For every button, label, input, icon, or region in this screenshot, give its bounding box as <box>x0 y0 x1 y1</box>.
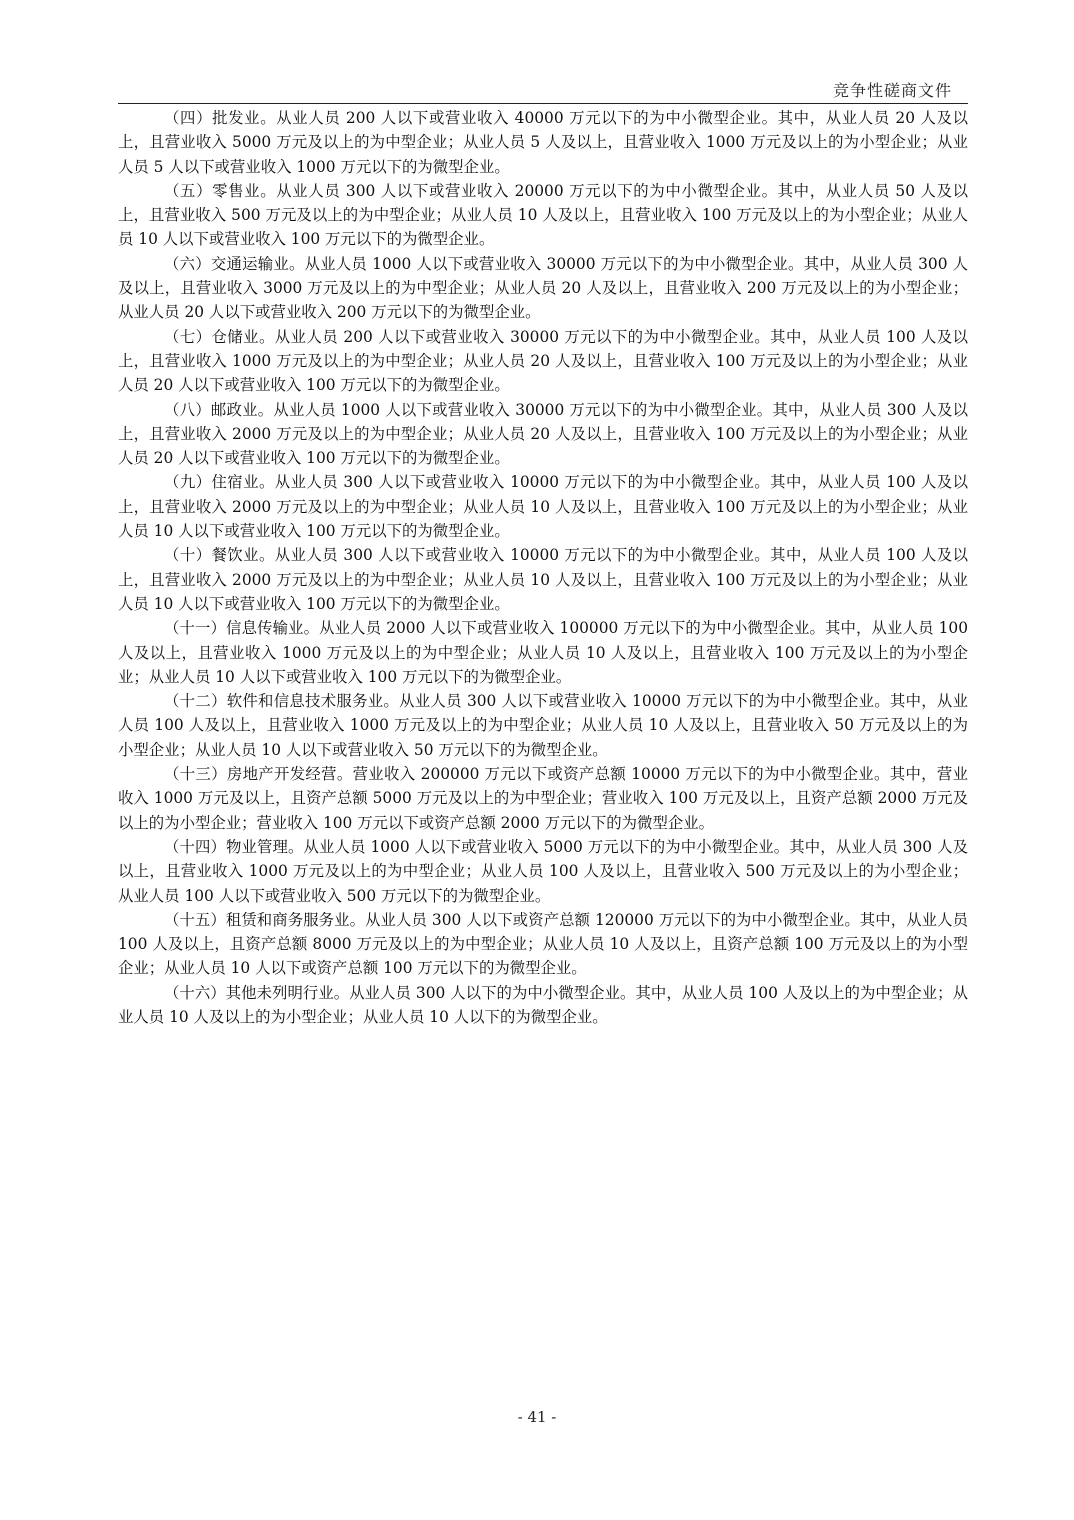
paragraph-software-it-services: （十二）软件和信息技术服务业。从业人员 300 人以下或营业收入 10000 万元以下的为中小微型企业。其中，从业人员 100 人及以上，且营业收入 1000 万元及以上的为中型企业；从业人员 10 人及以上，且营业收入 50 万元及以上的为小型企业；从业人员 10 人以下或营业收入 50 万元以下的为微型企业。 <box>118 692 968 759</box>
paragraph-property-management: （十四）物业管理。从业人员 1000 人以下或营业收入 5000 万元以下的为中小微型企业。其中，从业人员 300 人及以上，且营业收入 1000 万元及以上的为中型企业；从业人员 100 人及以上，且营业收入 500 万元及以上的为小型企业；从业人员 100 人以下或营业收入 500 万元以下的为微型企业。 <box>118 837 968 905</box>
paragraph-warehousing: （七）仓储业。从业人员 200 人以下或营业收入 30000 万元以下的为中小微型企业。其中，从业人员 100 人及以上，且营业收入 1000 万元及以上的为中型企业；从业人员 20 人及以上，且营业收入 100 万元及以上的为小型企业；从业人员 20 人以下或营业收入 100 万元以下的为微型企业。 <box>118 327 968 395</box>
paragraph-wholesale: （四）批发业。从业人员 200 人以下或营业收入 40000 万元以下的为中小微型企业。其中，从业人员 20 人及以上，且营业收入 5000 万元及以上的为中型企业；从业人员 5 人及以上，且营业收入 1000 万元及以上的为小型企业；从业人员 5 人以下或营业收入 1000 万元以下的为微型企业。 <box>118 109 968 176</box>
paragraph-accommodation: （九）住宿业。从业人员 300 人以下或营业收入 10000 万元以下的为中小微型企业。其中，从业人员 100 人及以上，且营业收入 2000 万元及以上的为中型企业；从业人员 10 人及以上，且营业收入 100 万元及以上的为小型企业；从业人员 10 人以下或营业收入 100 万元以下的为微型企业。 <box>118 473 968 541</box>
paragraph-leasing-business-services: （十五）租赁和商务服务业。从业人员 300 人以下或资产总额 120000 万元以下的为中小微型企业。其中，从业人员 100 人及以上，且资产总额 8000 万元及以上的为中型企业；从业人员 10 人及以上，且资产总额 100 万元及以上的为小型企业；从业人员 10 人以下或资产总额 100 万元以下的为微型企业。 <box>118 910 968 978</box>
paragraph-postal: （八）邮政业。从业人员 1000 人以下或营业收入 30000 万元以下的为中小微型企业。其中，从业人员 300 人及以上，且营业收入 2000 万元及以上的为中型企业；从业人员 20 人及以上，且营业收入 100 万元及以上的为小型企业；从业人员 20 人以下或营业收入 100 万元以下的为微型企业。 <box>118 400 968 468</box>
paragraph-retail: （五）零售业。从业人员 300 人以下或营业收入 20000 万元以下的为中小微型企业。其中，从业人员 50 人及以上，且营业收入 500 万元及以上的为中型企业；从业人员 10 人及以上，且营业收入 100 万元及以上的为小型企业；从业人员 10 人以下或营业收入 100 万元以下的为微型企业。 <box>118 181 968 249</box>
paragraph-other-industries: （十六）其他未列明行业。从业人员 300 人以下的为中小微型企业。其中，从业人员 100 人及以上的为中型企业；从业人员 10 人及以上的为小型企业；从业人员 10 人以下的为微型企业。 <box>118 983 968 1026</box>
paragraph-transportation: （六）交通运输业。从业人员 1000 人以下或营业收入 30000 万元以下的为中小微型企业。其中，从业人员 300 人及以上，且营业收入 3000 万元及以上的为中型企业；从业人员 20 人及以上，且营业收入 200 万元及以上的为小型企业；从业人员 20 人以下或营业收入 200 万元以下的为微型企业。 <box>118 254 968 322</box>
document-body <box>118 106 968 1029</box>
paragraph-catering: （十）餐饮业。从业人员 300 人以下或营业收入 10000 万元以下的为中小微型企业。其中，从业人员 100 人及以上，且营业收入 2000 万元及以上的为中型企业；从业人员 10 人及以上，且营业收入 100 万元及以上的为小型企业；从业人员 10 人以下或营业收入 100 万元以下的为微型企业。 <box>118 546 968 613</box>
document-header-title: 竞争性磋商文件 <box>832 81 952 100</box>
header-divider <box>118 103 968 104</box>
paragraph-real-estate: （十三）房地产开发经营。营业收入 200000 万元以下或资产总额 10000 万元以下的为中小微型企业。其中，营业收入 1000 万元及以上，且资产总额 5000 万元及以上的为中型企业；营业收入 100 万元及以上，且资产总额 2000 万元及以上的为小型企业；营业收入 100 万元以下或资产总额 2000 万元以下的为微型企业。 <box>118 765 968 832</box>
paragraph-information-transmission: （十一）信息传输业。从业人员 2000 人以下或营业收入 100000 万元以下的为中小微型企业。其中，从业人员 100 人及以上，且营业收入 1000 万元及以上的为中型企业；从业人员 10 人及以上，且营业收入 100 万元及以上的为小型企业；从业人员 10 人以下或营业收入 100 万元以下的为微型企业。 <box>118 619 968 686</box>
page-number: - 41 - <box>517 1408 557 1426</box>
